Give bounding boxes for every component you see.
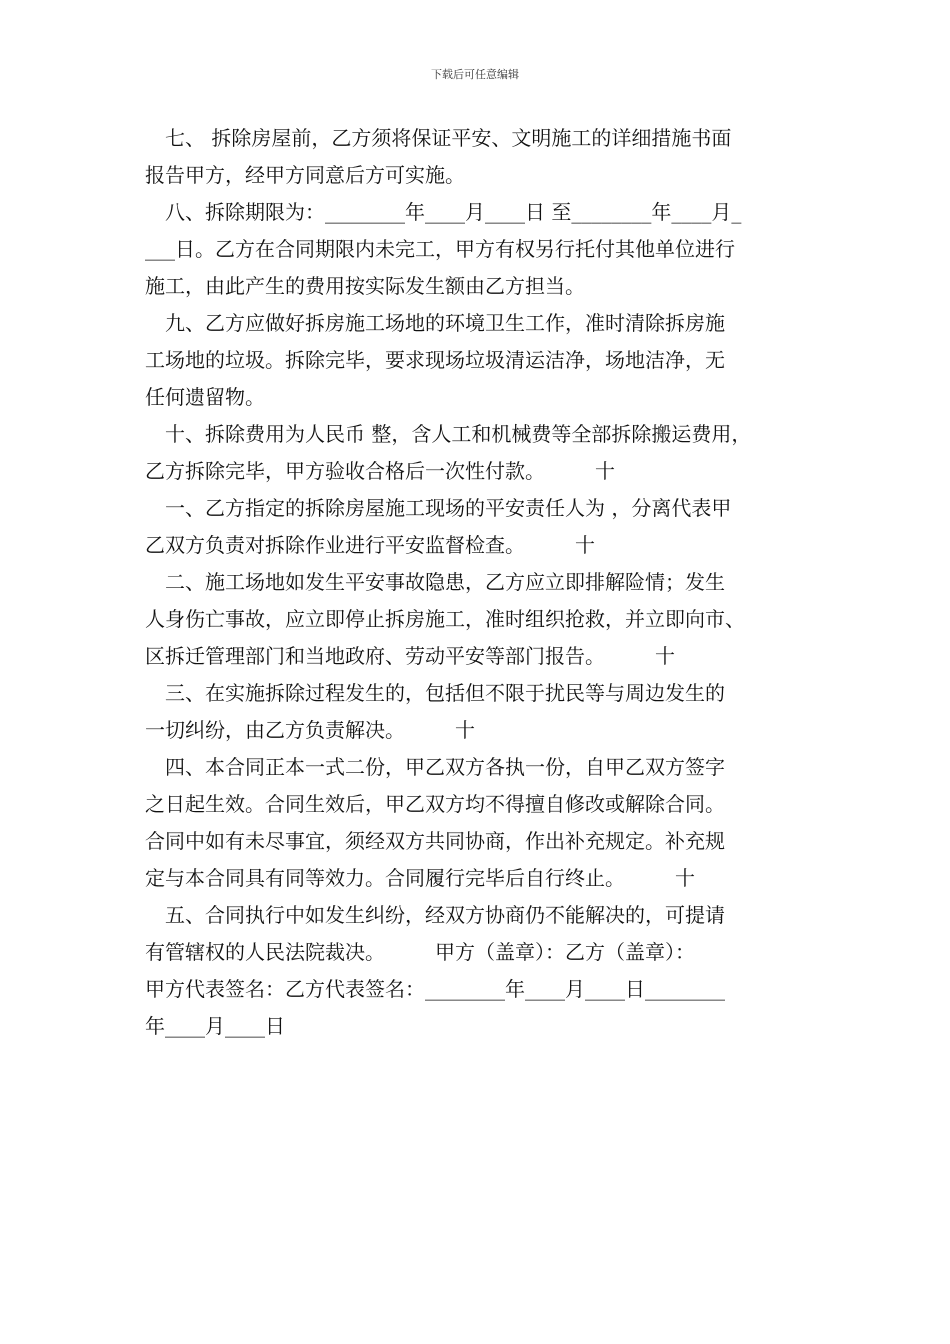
text-line: 八、拆除期限为：________年____月____日 至________年____月_ (145, 200, 742, 224)
text-line: 之日起生效。合同生效后，甲乙双方均不得擅自修改或解除合同。 (145, 792, 725, 816)
page-header: 下载后可任意编辑 (431, 68, 519, 81)
text-line: 一、乙方指定的拆除房屋施工现场的平安责任人为 ，分离代表甲 (145, 496, 732, 520)
text-line: 甲方代表签名：乙方代表签名：________年____月____日________ (145, 977, 725, 1001)
text-line: 人身伤亡事故，应立即停止拆房施工，准时组织抢救，并立即向市、 (145, 607, 745, 631)
document-body (145, 120, 835, 1045)
text-line: 年____月____日 (145, 1014, 285, 1038)
text-line: ___日。乙方在合同期限内未完工，甲方有权另行托付其他单位进行 (145, 237, 735, 261)
text-line: 三、在实施拆除过程发生的，包括但不限于扰民等与周边发生的 (145, 681, 725, 705)
text-line: 乙双方负责对拆除作业进行平安监督检查。 十 (145, 533, 595, 557)
text-line: 五、合同执行中如发生纠纷，经双方协商仍不能解决的，可提请 (145, 903, 725, 927)
text-line: 报告甲方，经甲方同意后方可实施。 (145, 163, 465, 187)
text-line: 乙方拆除完毕，甲方验收合格后一次性付款。 十 (145, 459, 615, 483)
text-line: 施工，由此产生的费用按实际发生额由乙方担当。 (145, 274, 585, 298)
text-line: 合同中如有未尽事宜，须经双方共同协商，作出补充规定。补充规 (145, 829, 725, 853)
text-line: 七、 拆除房屋前，乙方须将保证平安、文明施工的详细措施书面 (145, 126, 732, 150)
text-line: 定与本合同具有同等效力。合同履行完毕后自行终止。 十 (145, 866, 695, 890)
text-line: 有管辖权的人民法院裁决。 甲方（盖章）：乙方（盖章）： (145, 940, 695, 964)
text-line: 区拆迁管理部门和当地政府、劳动平安等部门报告。 十 (145, 644, 675, 668)
text-line: 任何遗留物。 (145, 385, 265, 409)
text-line: 一切纠纷，由乙方负责解决。 十 (145, 718, 475, 742)
text-line: 四、本合同正本一式二份，甲乙双方各执一份，自甲乙双方签字 (145, 755, 725, 779)
text-line: 九、乙方应做好拆房施工场地的环境卫生工作，准时清除拆房施 (145, 311, 725, 335)
text-line: 二、施工场地如发生平安事故隐患，乙方应立即排解险情；发生 (145, 570, 725, 594)
text-line: 工场地的垃圾。拆除完毕，要求现场垃圾清运洁净，场地洁净，无 (145, 348, 725, 372)
text-line: 十、拆除费用为人民币 整，含人工和机械费等全部拆除搬运费用， (145, 422, 752, 446)
